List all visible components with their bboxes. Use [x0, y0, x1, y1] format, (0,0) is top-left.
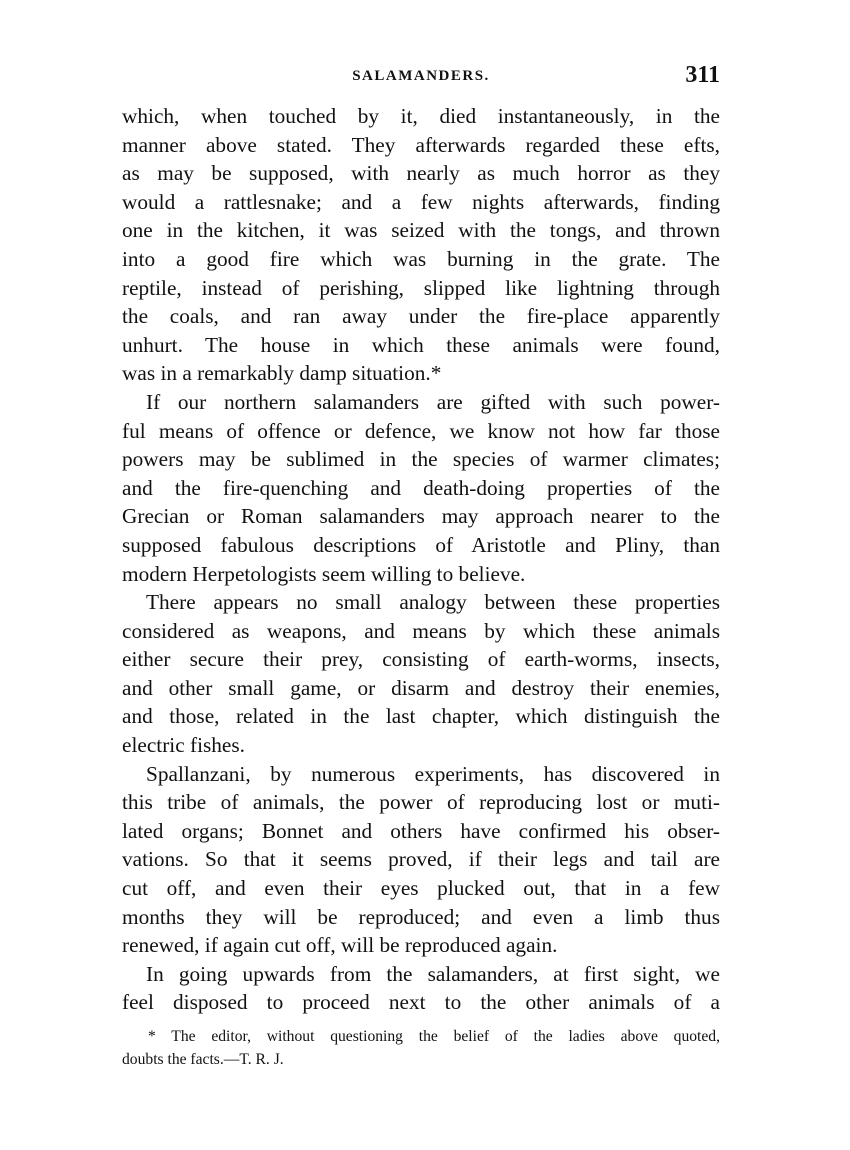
- paragraph: [122, 388, 720, 588]
- paragraph: [122, 588, 720, 760]
- text-line: and the fire-quenching and death-doing properties of the: [122, 475, 720, 500]
- text-line: considered as weapons, and means by which these animals: [122, 618, 720, 643]
- text-line: into a good fire which was burning in the grate. The: [122, 246, 720, 271]
- text-line: lated organs; Bonnet and others have confirmed his obser-: [122, 818, 720, 843]
- text-line: powers may be sublimed in the species of warmer climates;: [122, 447, 720, 472]
- text-line: months they will be reproduced; and even a limb thus: [122, 904, 720, 929]
- text-line: Spallanzani, by numerous experiments, has discovered in: [146, 761, 720, 786]
- footnote-line: doubts the facts.—T. R. J.: [122, 1051, 284, 1068]
- footnote-line: * The editor, without questioning the belief of the ladies above quoted,: [148, 1028, 720, 1045]
- text-line: If our northern salamanders are gifted with such power-: [146, 389, 720, 414]
- running-title: SALAMANDERS.: [352, 68, 490, 84]
- text-line: either secure their prey, consisting of earth-worms, insects,: [122, 647, 720, 672]
- text-line: which, when touched by it, died instantaneously, in the: [122, 104, 720, 128]
- text-line: Grecian or Roman salamanders may approach nearer to the: [122, 504, 720, 529]
- text-line: electric fishes.: [122, 733, 245, 758]
- text-line: vations. So that it seems proved, if their legs and tail are: [122, 847, 720, 872]
- text-line: ful means of offence or defence, we know not how far those: [122, 418, 720, 443]
- text-line: cut off, and even their eyes plucked out, that in a few: [122, 876, 720, 901]
- text-line: one in the kitchen, it was seized with the tongs, and thrown: [122, 218, 720, 243]
- text-line: In going upwards from the salamanders, at first sight, we: [146, 961, 720, 986]
- paragraph: [122, 102, 720, 388]
- text-line: and other small game, or disarm and destroy their enemies,: [122, 675, 720, 700]
- text-line: the coals, and ran away under the fire-place apparently: [122, 304, 720, 329]
- text-line: as may be supposed, with nearly as much horror as they: [122, 161, 720, 186]
- text-line: feel disposed to proceed next to the other animals of a: [122, 990, 720, 1015]
- body-text: [122, 102, 720, 1017]
- text-line: was in a remarkably damp situation.*: [122, 361, 442, 386]
- page-number: 311: [685, 62, 720, 88]
- text-line: would a rattlesnake; and a few nights afterwards, finding: [122, 189, 720, 214]
- text-line: There appears no small analogy between these properties: [146, 590, 720, 615]
- book-page: [122, 62, 720, 1071]
- paragraph: [122, 960, 720, 1017]
- footnote: [122, 1025, 720, 1071]
- text-line: modern Herpetologists seem willing to believe.: [122, 561, 526, 586]
- text-line: supposed fabulous descriptions of Aristotle and Pliny, than: [122, 532, 720, 557]
- text-line: manner above stated. They afterwards regarded these efts,: [122, 132, 720, 157]
- text-line: unhurt. The house in which these animals were found,: [122, 332, 720, 357]
- text-line: and those, related in the last chapter, which distinguish the: [122, 704, 720, 729]
- text-line: reptile, instead of perishing, slipped like lightning through: [122, 275, 720, 300]
- paragraph: [122, 760, 720, 960]
- running-head: [122, 62, 720, 102]
- text-line: this tribe of animals, the power of reproducing lost or muti-: [122, 790, 720, 815]
- text-line: renewed, if again cut off, will be reproduced again.: [122, 933, 558, 958]
